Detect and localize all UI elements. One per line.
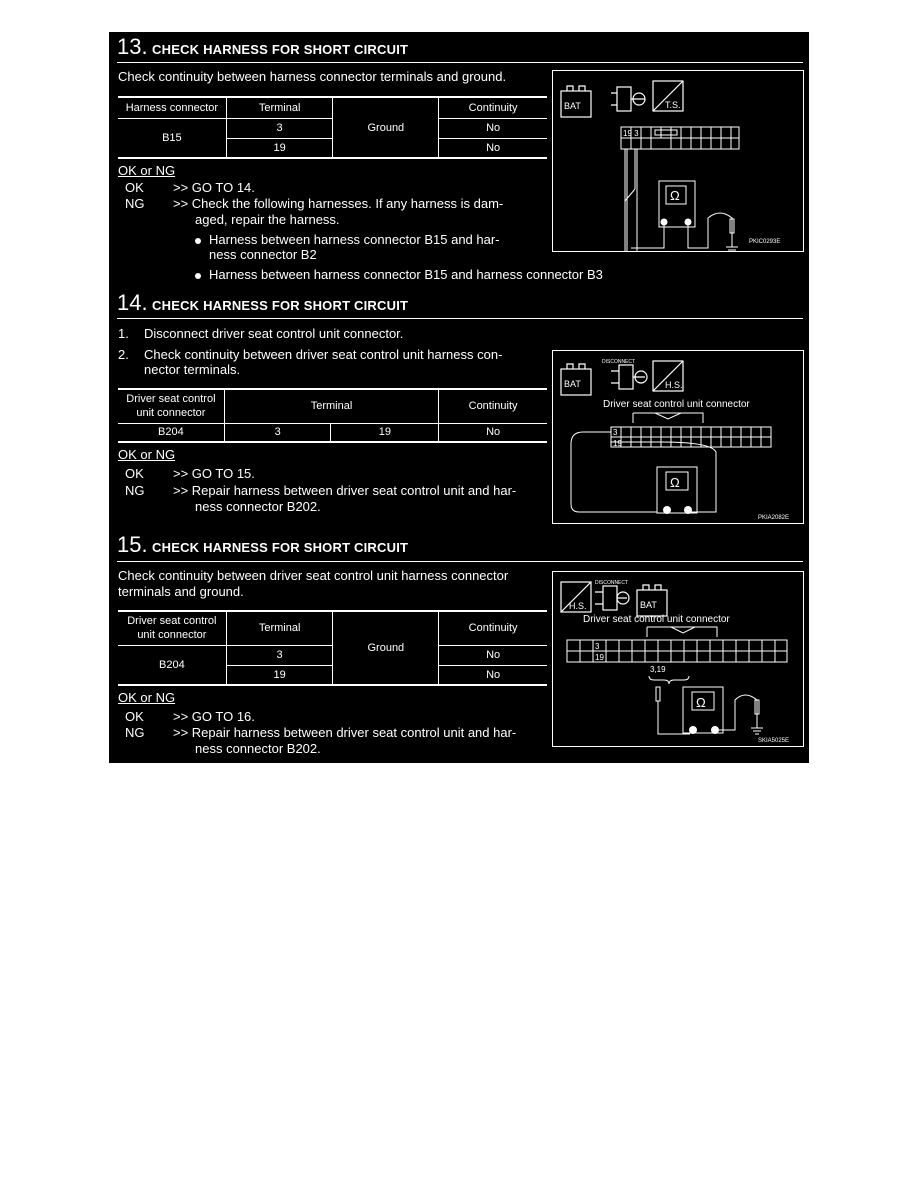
bullet-icon (195, 238, 201, 244)
cell-ground: Ground (333, 97, 439, 158)
figure-ground-continuity-test (552, 70, 804, 252)
circuit-diagram (553, 71, 803, 251)
header-driver-seat-connector: Driver seat control unit connector (118, 389, 224, 423)
cell-continuity: No (439, 665, 547, 685)
bullet-text: Harness between harness connector B15 and harness connector B3 (209, 267, 603, 282)
bullet-icon (195, 273, 201, 279)
ok-action: >> GO TO 15. (173, 466, 255, 481)
ok-or-ng-label: OK or NG (118, 690, 176, 705)
ok-action: >> GO TO 14. (173, 180, 255, 195)
step-2-text: Check continuity between driver seat control unit harness con- (144, 347, 503, 362)
step-title: CHECK HARNESS FOR SHORT CIRCUIT (152, 540, 409, 555)
svg-text:19: 19 (595, 653, 604, 662)
divider (117, 62, 803, 63)
svg-text:T.S.: T.S. (665, 100, 681, 110)
svg-text:Ω: Ω (696, 695, 706, 710)
svg-text:DISCONNECT: DISCONNECT (595, 580, 629, 586)
svg-text:Ω: Ω (670, 188, 680, 203)
header-terminal: Terminal (224, 389, 438, 423)
ok-label: OK (125, 466, 144, 481)
step-number: 13. (117, 34, 148, 59)
cell-ground: Ground (333, 611, 439, 685)
divider (117, 318, 803, 319)
cell-connector: B204 (118, 423, 224, 442)
service-manual-page (109, 32, 809, 763)
svg-text:19 3: 19 3 (623, 129, 639, 138)
ng-action: >> Check the following harnesses. If any harness is dam- (173, 196, 504, 211)
step-15-instruction: Check continuity between driver seat control unit harness connector (118, 568, 509, 583)
ng-action: >> Repair harness between driver seat control unit and har- (173, 483, 517, 498)
step-13-table (118, 96, 547, 159)
svg-text:PKIA2082E: PKIA2082E (758, 515, 790, 521)
cell-connector: B15 (118, 118, 226, 158)
svg-text:DISCONNECT: DISCONNECT (602, 359, 636, 365)
header-continuity: Continuity (439, 611, 547, 645)
ok-or-ng-label: OK or NG (118, 163, 176, 178)
step-13-heading (117, 34, 408, 60)
svg-text:SKIA5025E: SKIA5025E (758, 738, 790, 744)
step-title: CHECK HARNESS FOR SHORT CIRCUIT (152, 298, 409, 313)
figure-terminal-continuity-test (552, 350, 804, 524)
step-15-instruction-cont: terminals and ground. (118, 584, 244, 599)
ok-label: OK (125, 180, 144, 195)
bullet-item (195, 267, 603, 283)
ng-action: >> Repair harness between driver seat control unit and har- (173, 725, 517, 740)
svg-text:PKIC0293E: PKIC0293E (749, 239, 781, 245)
step-number: 15. (117, 532, 148, 557)
svg-text:Ω: Ω (670, 475, 680, 490)
cell-terminal: 19 (226, 138, 333, 158)
circuit-diagram (553, 572, 803, 746)
step-number-1: 1. (118, 326, 129, 341)
ng-label: NG (125, 483, 145, 498)
header-terminal: Terminal (226, 611, 333, 645)
cell-terminal: 19 (331, 423, 439, 442)
cell-terminal: 19 (226, 665, 333, 685)
svg-text:BAT: BAT (640, 600, 657, 610)
divider (117, 561, 803, 562)
header-continuity: Continuity (439, 389, 547, 423)
step-14-heading (117, 290, 408, 316)
cell-continuity: No (439, 118, 547, 138)
svg-text:3,19: 3,19 (650, 665, 666, 674)
step-number-2: 2. (118, 347, 129, 362)
ng-action-cont: ness connector B202. (195, 499, 321, 514)
cell-continuity: No (439, 423, 547, 442)
step-15-heading (117, 532, 408, 558)
step-15-table (118, 610, 547, 686)
step-2-text-cont: nector terminals. (144, 362, 241, 377)
bullet-text: Harness between harness connector B15 and har- (209, 232, 500, 247)
svg-text:H.S.: H.S. (665, 380, 683, 390)
cell-connector: B204 (118, 645, 226, 685)
ok-label: OK (125, 709, 144, 724)
ng-label: NG (125, 196, 145, 211)
svg-text:BAT: BAT (564, 379, 581, 389)
svg-text:H.S.: H.S. (569, 601, 587, 611)
svg-text:Driver seat control unit conne: Driver seat control unit connector (583, 614, 730, 625)
header-driver-seat-connector: Driver seat control unit connector (118, 611, 226, 645)
svg-text:3: 3 (613, 428, 618, 437)
step-1-text: Disconnect driver seat control unit connector. (144, 326, 404, 341)
ng-action-cont: aged, repair the harness. (195, 212, 340, 227)
step-number: 14. (117, 290, 148, 315)
cell-terminal: 3 (226, 118, 333, 138)
ng-action-cont: ness connector B202. (195, 741, 321, 756)
cell-terminal: 3 (224, 423, 331, 442)
ok-action: >> GO TO 16. (173, 709, 255, 724)
header-continuity: Continuity (439, 97, 547, 118)
bullet-item-cont: ness connector B2 (209, 247, 317, 262)
ok-or-ng-label: OK or NG (118, 447, 176, 462)
header-terminal: Terminal (226, 97, 333, 118)
circuit-diagram (553, 351, 803, 523)
bullet-item (195, 232, 500, 248)
step-13-instruction: Check continuity between harness connector terminals and ground. (118, 69, 507, 84)
figure-ground-continuity-test (552, 571, 804, 747)
step-title: CHECK HARNESS FOR SHORT CIRCUIT (152, 42, 409, 57)
cell-terminal: 3 (226, 645, 333, 665)
svg-text:3: 3 (595, 642, 600, 651)
header-harness-connector: Harness connector (118, 97, 226, 118)
svg-text:Driver seat control unit conne: Driver seat control unit connector (603, 399, 750, 410)
ng-label: NG (125, 725, 145, 740)
cell-continuity: No (439, 645, 547, 665)
svg-text:BAT: BAT (564, 101, 581, 111)
cell-continuity: No (439, 138, 547, 158)
step-14-table (118, 388, 547, 443)
svg-text:19: 19 (613, 439, 622, 448)
